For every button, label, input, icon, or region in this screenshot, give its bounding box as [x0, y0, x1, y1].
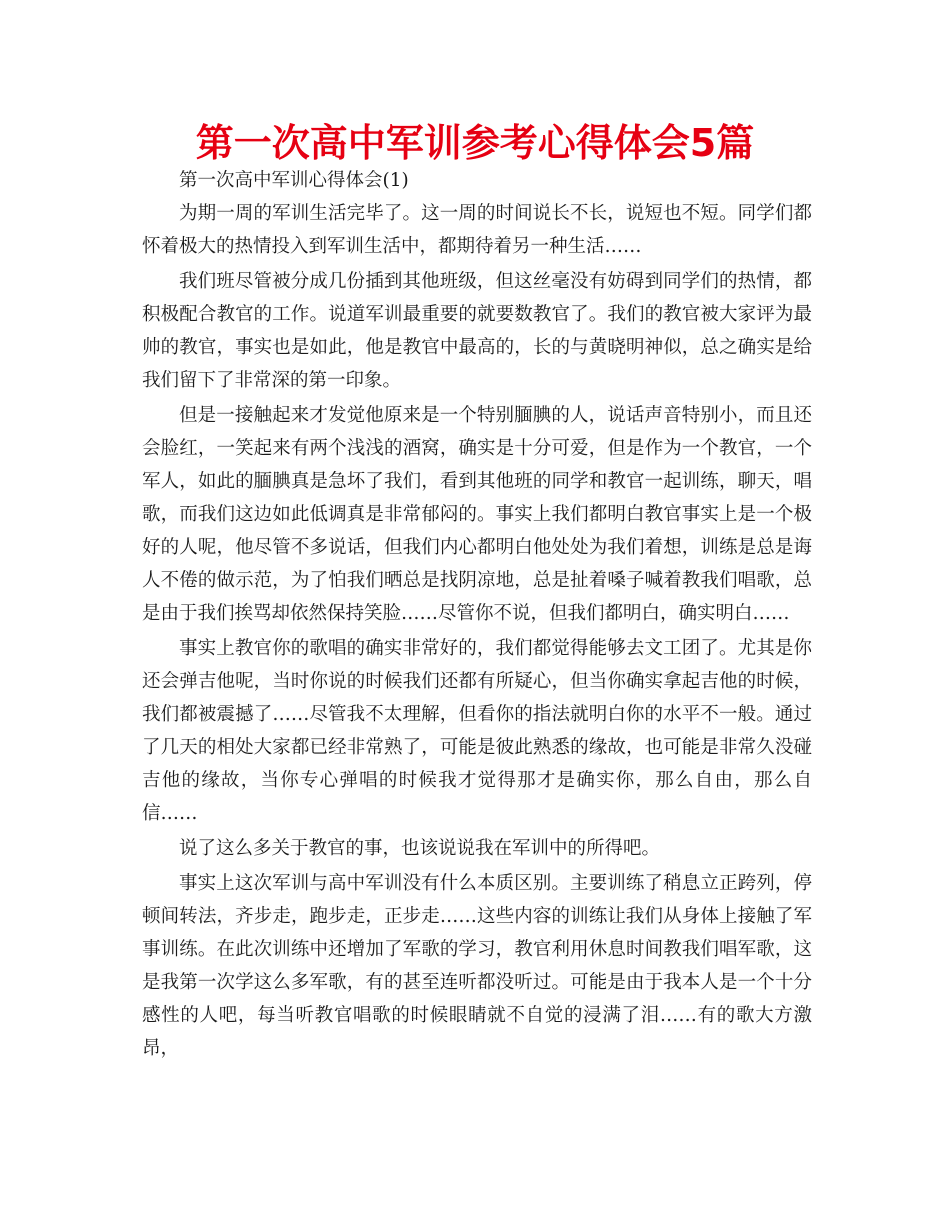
- document-title: 第一次高中军训参考心得体会5篇: [195, 121, 755, 165]
- paragraph-3: 但是一接触起来才发觉他原来是一个特别腼腆的人，说话声音特别小，而且还会脸红，一笑起来有两个浅浅的酒窝，确实是十分可爱，但是作为一个教官，一个军人，如此的腼腆真是急坏了我们，看到其他班的同学和教官一起训练，聊天，唱歌，而我们这边如此低调真是非常郁闷的。事实上我们都明白教官事实上是一个极好的人呢，他尽管不多说话，但我们内心都明白他处处为我们着想，训练是总是诲人不倦的做示范，为了怕我们晒总是找阴凉地，总是扯着嗓子喊着教我们唱歌，总是由于我们挨骂却依然保持笑脸……尽管你不说，但我们都明白，确实明白……: [142, 405, 812, 624]
- paragraph-1: 为期一周的军训生活完毕了。这一周的时间说长不长，说短也不短。同学们都怀着极大的热情投入到军训生活中，都期待着另一种生活……: [142, 203, 812, 257]
- paragraph-5: 说了这么多关于教官的事，也该说说我在军训中的所得吧。: [179, 838, 661, 859]
- document-body: [142, 164, 812, 1067]
- paragraph-2: 我们班尽管被分成几份插到其他班级，但这丝毫没有妨碍到同学们的热情，都积极配合教官的工作。说道军训最重要的就要数教官了。我们的教官被大家评为最帅的教官，事实也是如此，他是教官中最高的，长的与黄晓明神似，总之确实是给我们留下了非常深的第一印象。: [142, 271, 812, 391]
- section-subheading: 第一次高中军训心得体会(1): [179, 170, 409, 191]
- paragraph-4: 事实上教官你的歌唱的确实非常好的，我们都觉得能够去文工团了。尤其是你还会弹吉他呢，当时你说的时候我们还都有所疑心，但当你确实拿起吉他的时候，我们都被震撼了……尽管我不太理解，但看你的指法就明白你的水平不一般。通过了几天的相处大家都已经非常熟了，可能是彼此熟悉的缘故，也可能是非常久没碰吉他的缘故，当你专心弹唱的时候我才觉得那才是确实你，那么自由，那么自信……: [142, 638, 812, 824]
- paragraph-6: 事实上这次军训与高中军训没有什么本质区别。主要训练了稍息立正跨列，停顿间转法，齐步走，跑步走，正步走……这些内容的训练让我们从身体上接触了军事训练。在此次训练中还增加了军歌的学习，教官利用休息时间教我们唱军歌，这是我第一次学这么多军歌，有的甚至连听都没听过。可能是由于我本人是一个十分感性的人吧，每当听教官唱歌的时候眼睛就不自觉的浸满了泪……有的歌大方激昂，: [142, 873, 812, 1059]
